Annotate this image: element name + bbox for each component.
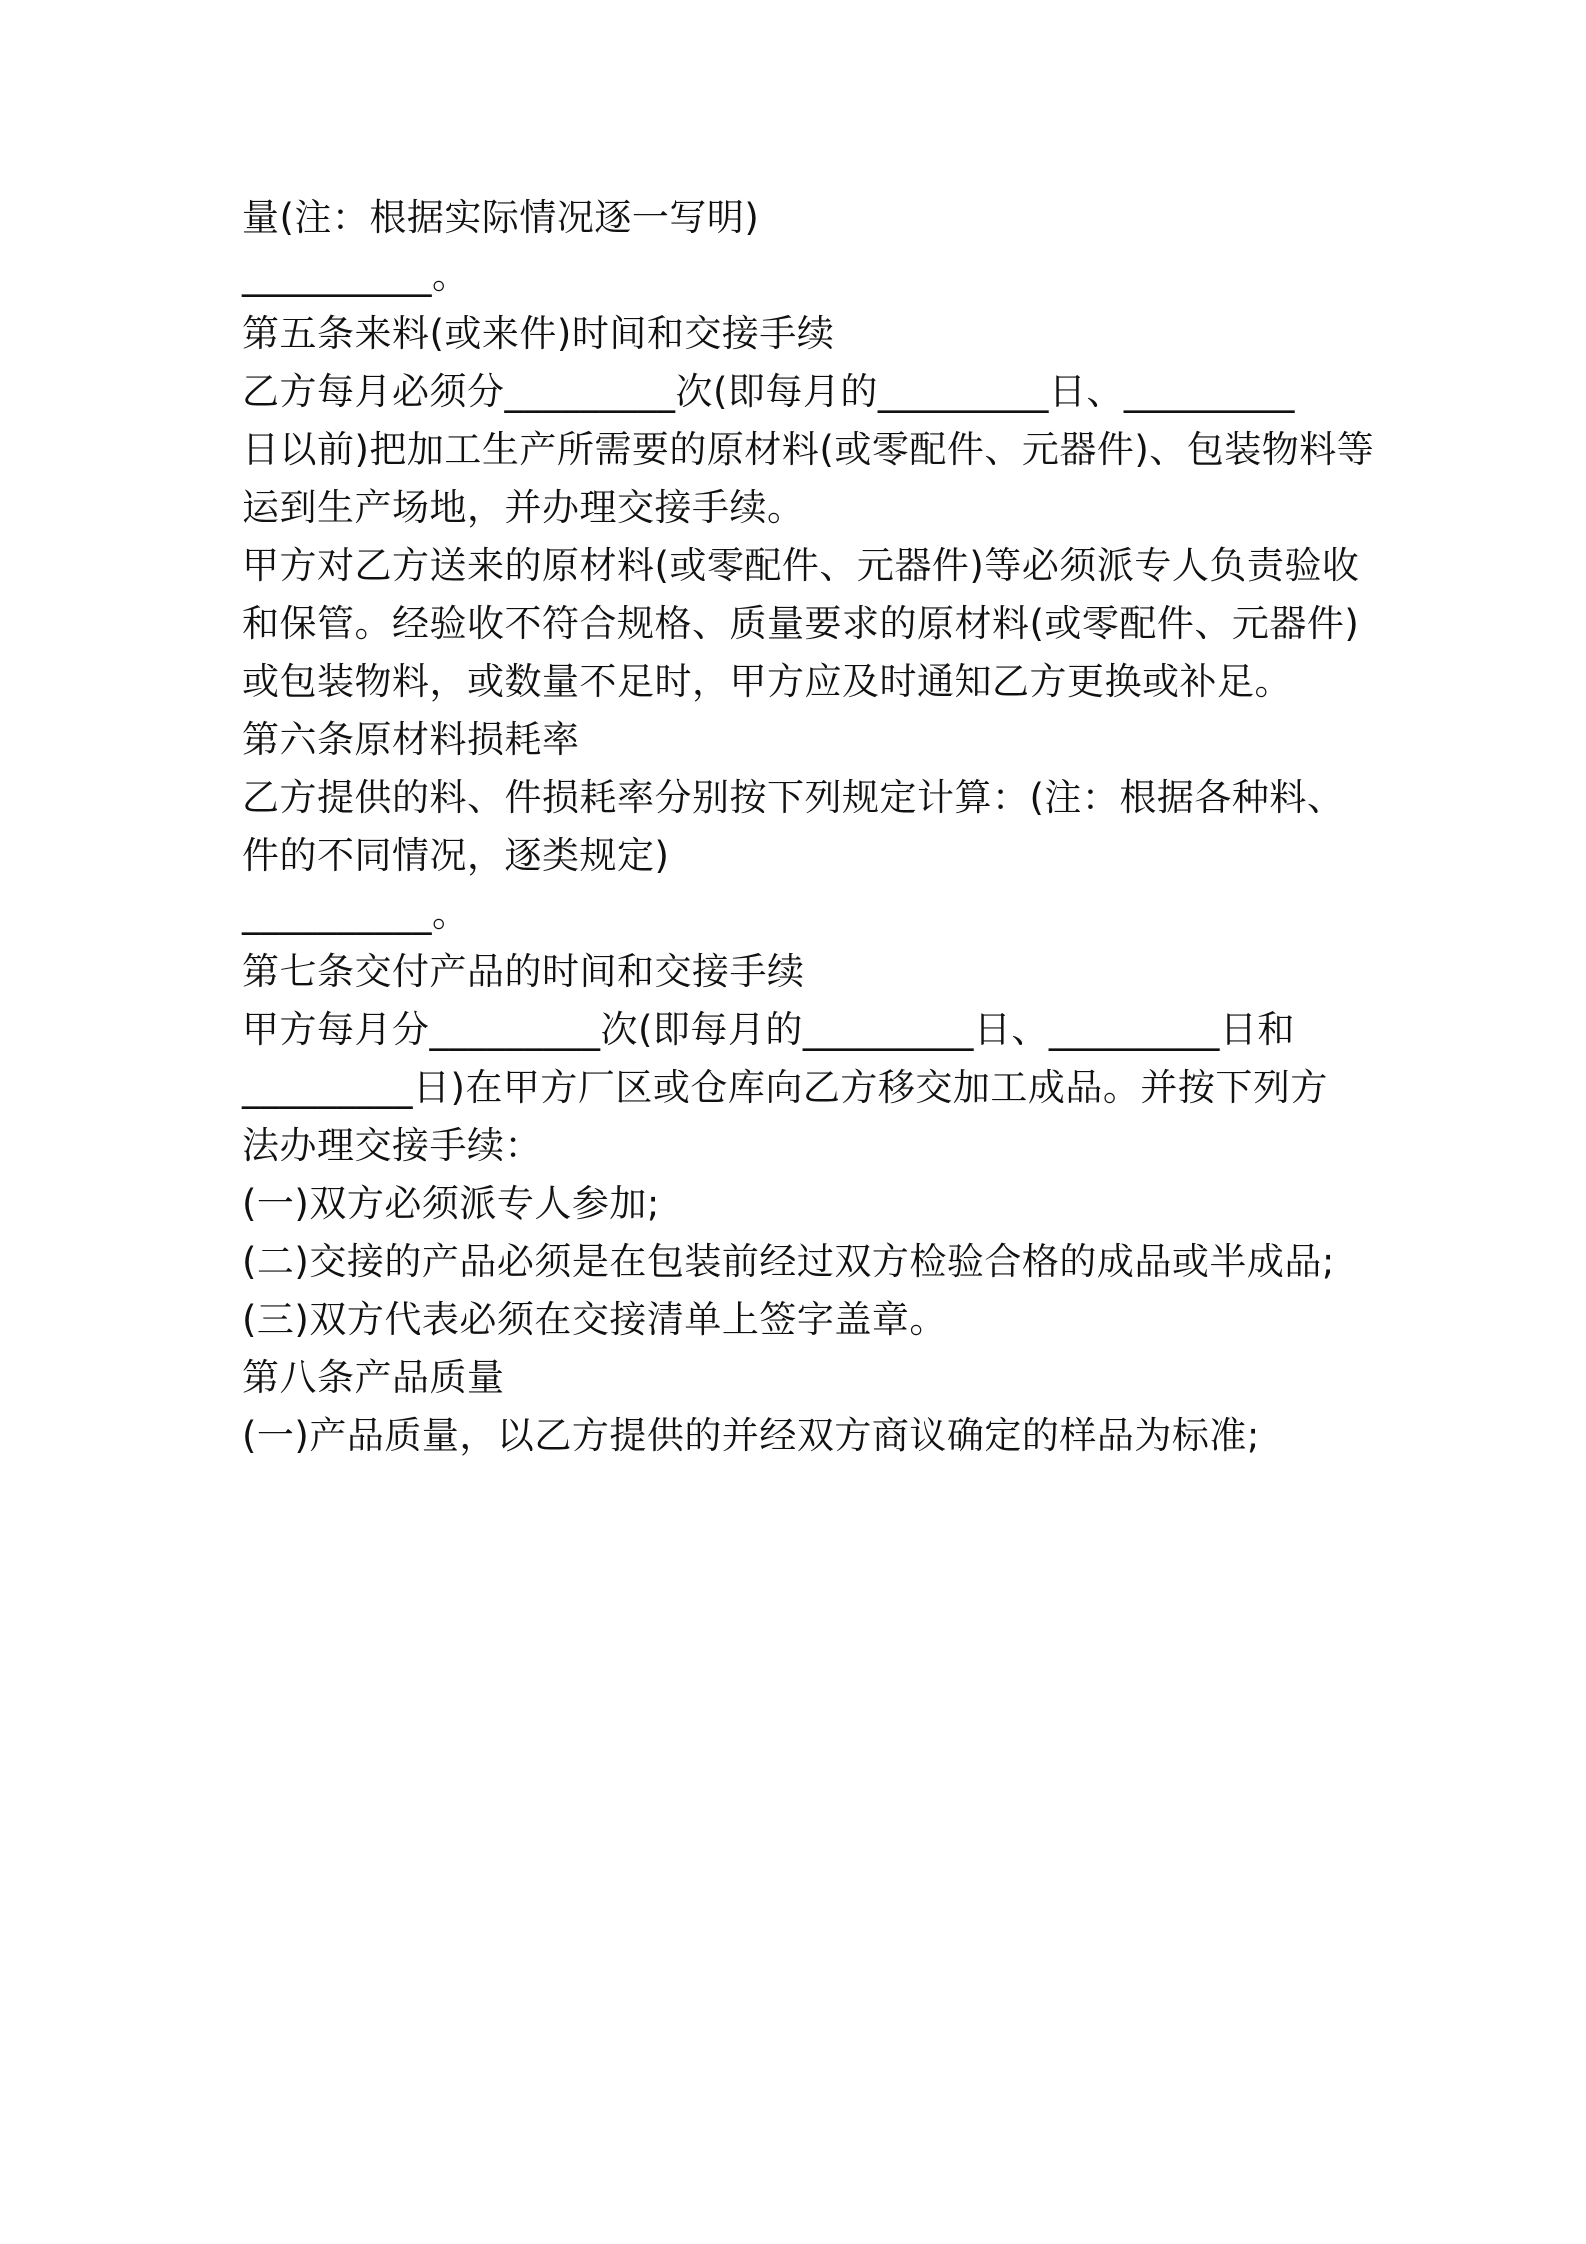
section-heading: 第六条原材料损耗率: [242, 718, 580, 761]
text-line: 运到生产场地，并办理交接手续。: [242, 486, 805, 529]
text-line: 法办理交接手续：: [242, 1124, 542, 1167]
text-line: _________日)在甲方厂区或仓库向乙方移交加工成品。并按下列方: [242, 1066, 1328, 1109]
text-line: 乙方提供的料、件损耗率分别按下列规定计算：(注：根据各种料、: [242, 776, 1345, 819]
text-line: __________。: [242, 254, 470, 297]
text-line: 日以前)把加工生产所需要的原材料(或零配件、元器件)、包装物料等: [242, 428, 1375, 471]
list-item: (三)双方代表必须在交接清单上签字盖章。: [242, 1298, 947, 1341]
list-item: (一)产品质量，以乙方提供的并经双方商议确定的样品为标准;: [242, 1414, 1260, 1457]
text-line: 甲方每月分_________次(即每月的_________日、_________日和: [242, 1008, 1295, 1051]
text-line: __________。: [242, 892, 470, 935]
text-line: 量(注：根据实际情况逐一写明): [242, 196, 760, 239]
text-line: 或包装物料，或数量不足时，甲方应及时通知乙方更换或补足。: [242, 660, 1292, 703]
list-item: (一)双方必须派专人参加;: [242, 1182, 660, 1225]
section-heading: 第八条产品质量: [242, 1356, 505, 1399]
text-line: 乙方每月必须分_________次(即每月的_________日、_________: [242, 370, 1295, 413]
text-line: 件的不同情况，逐类规定): [242, 834, 670, 877]
section-heading: 第七条交付产品的时间和交接手续: [242, 950, 805, 993]
text-line: 和保管。经验收不符合规格、质量要求的原材料(或零配件、元器件): [242, 602, 1360, 645]
text-line: 甲方对乙方送来的原材料(或零配件、元器件)等必须派专人负责验收: [242, 544, 1360, 587]
list-item: (二)交接的产品必须是在包装前经过双方检验合格的成品或半成品;: [242, 1240, 1335, 1283]
section-heading: 第五条来料(或来件)时间和交接手续: [242, 312, 835, 355]
